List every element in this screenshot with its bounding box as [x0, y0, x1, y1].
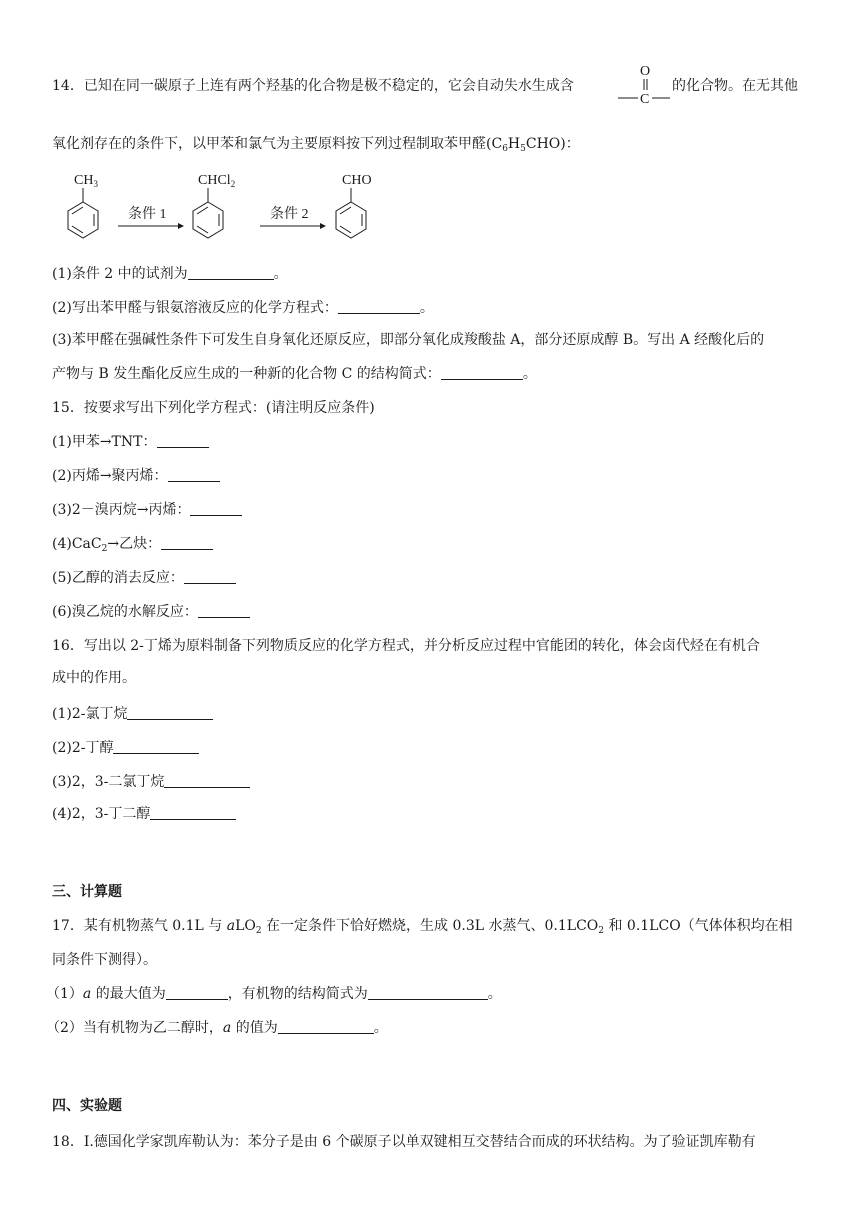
q17-line-2: 同条件下测得）。: [52, 952, 157, 968]
q14-text-after-carbonyl: 的化合物。在无其他: [672, 78, 798, 94]
answer-blank[interactable]: [127, 705, 213, 720]
q14-part-3-text: (3)苯甲醛在强碱性条件下可发生自身氧化还原反应，即部分氧化成羧酸盐 A，部分还原成醇 B。写出 A 经酸化后的: [52, 332, 765, 348]
q14-line-2-end: )：: [560, 136, 580, 152]
arrow-1: [118, 206, 184, 229]
q14-part-2: (2)写出苯甲醛与银氨溶液反应的化学方程式： 。: [52, 300, 434, 316]
carbonyl-oxygen: O: [640, 64, 651, 79]
q15-item-5: (5)乙醇的消去反应：: [52, 568, 236, 588]
q16-item-1: (1)2-氯丁烷: [52, 704, 213, 724]
q15-item-6: (6)溴乙烷的水解反应：: [52, 602, 250, 622]
benzal-chloride-structure: [193, 173, 235, 238]
q14-part-3-line-1: [52, 330, 764, 350]
answer-blank[interactable]: [161, 535, 213, 550]
arrow-2-label: 条件 2: [270, 207, 309, 222]
answer-blank[interactable]: [168, 467, 220, 482]
benzal-chloride-substituent: CHCl$_2$: [198, 173, 236, 189]
q15-item-3: (3)2－溴丙烷→丙烯：: [52, 500, 242, 520]
q16-item-4: (4)2，3-丁二醇: [52, 804, 236, 824]
answer-blank[interactable]: [188, 265, 274, 280]
q14-part-2-text: (2)写出苯甲醛与银氨溶液反应的化学方程式：: [52, 300, 338, 316]
arrow-1-label: 条件 1: [128, 207, 167, 222]
answer-blank[interactable]: [164, 773, 250, 788]
answer-blank[interactable]: [150, 805, 236, 820]
answer-blank[interactable]: [113, 739, 199, 754]
benzaldehyde-substituent: CHO: [342, 173, 372, 188]
q16-item-3: (3)2，3-二氯丁烷: [52, 772, 250, 792]
answer-blank[interactable]: [441, 365, 523, 380]
section-title-experiment: 四、实验题: [52, 1098, 122, 1114]
reaction-scheme: [56, 166, 396, 250]
answer-blank[interactable]: [198, 603, 250, 618]
q17-part-1: （1）a 的最大值为 ，有机物的结构简式为 。: [46, 986, 502, 1002]
q14-part-1: (1)条件 2 中的试剂为 。: [52, 266, 288, 282]
carbonyl-structure: [616, 60, 672, 110]
q14-text-before-carbonyl: 14．已知在同一碳原子上连有两个羟基的化合物是极不稳定的，它会自动失水生成含: [52, 78, 574, 94]
q14-part-1-text: (1)条件 2 中的试剂为: [52, 266, 188, 282]
q16-item-2: (2)2-丁醇: [52, 738, 199, 758]
q15-item-2: (2)丙烯→聚丙烯：: [52, 466, 220, 486]
section-title-calculation: 三、计算题: [52, 884, 122, 900]
answer-blank[interactable]: [184, 569, 236, 584]
q15-item-1: (1)甲苯→TNT：: [52, 432, 209, 452]
arrow-2: [260, 206, 326, 229]
toluene-structure: [68, 173, 98, 238]
answer-blank[interactable]: [157, 433, 209, 448]
benzaldehyde-structure: [336, 173, 372, 238]
benzaldehyde-formula: $C_6H_5CHO$: [491, 136, 561, 154]
q14-line-2: [52, 134, 580, 159]
answer-blank[interactable]: [166, 985, 228, 1000]
answer-blank[interactable]: [368, 985, 488, 1000]
answer-blank[interactable]: [190, 501, 242, 516]
q16-line-2: 成中的作用。: [52, 670, 136, 686]
answer-blank[interactable]: [338, 299, 420, 314]
q14-line-1-end: [672, 76, 798, 96]
q16-line-1: 16．写出以 2-丁烯为原料制备下列物质反应的化学方程式，并分析反应过程中官能团的转化，体会卤代烃在有机合: [52, 638, 760, 654]
q14-line-2-text: 氧化剂存在的条件下，以甲苯和氯气为主要原料按下列过程制取苯甲醛(: [52, 136, 492, 152]
toluene-substituent: $CH_3$: [74, 173, 98, 189]
carbonyl-carbon: C: [640, 92, 650, 107]
q17-part-2: （2）当有机物为乙二醇时，a 的值为 。: [46, 1020, 388, 1036]
q14-part-3-line-2: 产物与 B 发生酯化反应生成的一种新的化合物 C 的结构简式： 。: [52, 366, 537, 382]
q14-part-3-text-2: 产物与 B 发生酯化反应生成的一种新的化合物 C 的结构简式：: [52, 366, 441, 382]
answer-blank[interactable]: [278, 1019, 374, 1034]
q14-line-1: [52, 76, 574, 96]
q15-item-4: (4)CaC$_2$→乙炔：: [52, 534, 213, 559]
q18-line-1: 18．Ⅰ.德国化学家凯库勒认为：苯分子是由 6 个碳原子以单双键相互交替结合而成的环状结构。为了验证凯库勒有: [52, 1134, 756, 1150]
q17-line-1: 17．某有机物蒸气 0.1L 与 aLO$_2$ 在一定条件下恰好燃烧，生成 0.3L 水蒸气、$0.1LCO_2$ 和 0.1LCO（气体体积均在相: [52, 918, 793, 936]
q15-title: 15．按要求写出下列化学方程式：(请注明反应条件): [52, 400, 375, 416]
